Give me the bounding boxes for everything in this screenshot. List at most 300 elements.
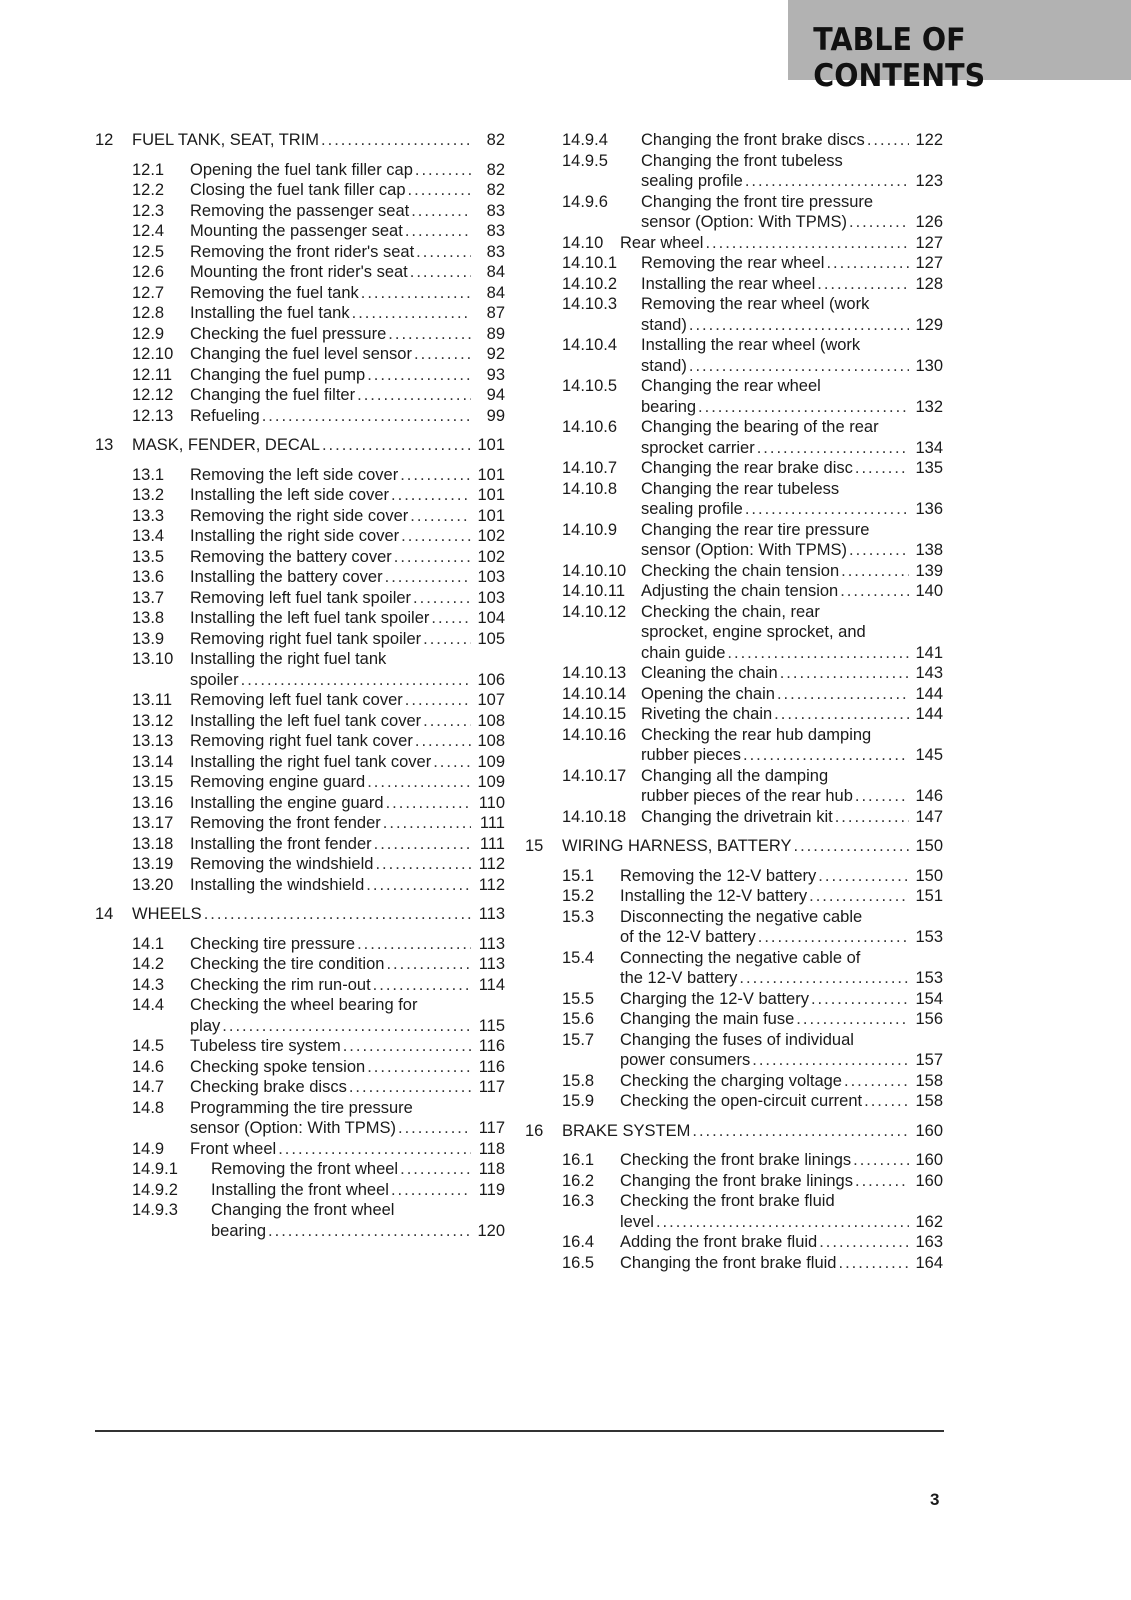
toc-entry[interactable] [533,458,943,479]
toc-entry-title: Removing the front fender [190,814,381,832]
toc-page-number: 160 [915,1121,943,1140]
dot-leader [410,262,471,282]
toc-entry[interactable] [533,1071,943,1092]
dot-leader [391,1180,471,1200]
toc-entry-title: Installing the front fender [190,834,372,853]
toc-page-number: 102 [477,527,505,545]
toc-entry-title: Installing the left fuel tank spoiler [190,609,430,627]
toc-entry[interactable] [533,684,943,705]
toc-entry[interactable] [533,725,943,766]
dot-leader [398,1118,471,1138]
toc-entry[interactable] [95,1180,505,1201]
toc-entry[interactable] [95,365,505,386]
toc-entry-title: Disconnecting the negative cable [620,907,863,926]
toc-entry-number: 14.9.2 [132,1180,178,1199]
dot-leader [853,1150,909,1170]
toc-entry-title: Removing the passenger seat [190,201,410,220]
toc-entry-number: 15.8 [562,1071,595,1090]
dot-leader [413,588,471,608]
toc-entry[interactable] [95,1077,505,1098]
header-banner [788,0,1131,94]
toc-entry-number: 13.6 [132,568,165,586]
toc-entry-title: Installing the left side cover [190,486,390,504]
toc-page-number: 111 [479,834,505,853]
toc-entry-title: play [190,1016,221,1035]
dot-leader [431,608,471,628]
toc-entry-title: Installing the right fuel tank cover [190,752,432,771]
dot-leader [388,324,471,344]
toc-page-number: 163 [915,1233,943,1251]
toc-entry-title: rubber pieces of the rear hub [641,787,853,805]
dot-leader [373,975,471,995]
toc-entry-number: 13.9 [132,629,165,648]
toc-entry[interactable] [95,485,505,506]
toc-entry-title: WIRING HARNESS, BATTERY [562,837,792,855]
toc-entry-title: Installing the windshield [190,875,365,894]
toc-entry[interactable] [533,479,943,520]
toc-page-number: 128 [915,274,943,293]
toc-entry-title: Checking the charging voltage [620,1071,842,1090]
toc-entry[interactable] [95,813,505,834]
footer-divider [95,1430,944,1432]
toc-entry[interactable] [95,221,505,242]
toc-entry-title: sensor (Option: With TPMS) [641,541,848,559]
toc-entry[interactable] [533,989,943,1010]
toc-entry-number: 13.11 [132,691,173,709]
toc-page-number: 89 [486,324,505,343]
toc-entry-number: 13.15 [132,773,174,791]
toc-entry[interactable] [95,934,505,955]
toc-entry-title: Changing the fuel pump [190,365,366,384]
toc-entry[interactable] [533,766,943,807]
toc-entry-title: Removing engine guard [190,773,366,791]
dot-leader [414,344,471,364]
toc-entry-title: Checking the chain tension [641,561,840,580]
toc-entry-number: 12.6 [132,263,165,281]
toc-entry[interactable] [533,1030,943,1071]
toc-entry-number: 14.10.18 [562,807,627,826]
toc-page-number: 118 [478,1160,505,1178]
toc-chapter[interactable] [525,836,943,857]
toc-page-number: 127 [915,254,943,272]
toc-entry[interactable] [533,561,943,582]
toc-page-number: 115 [478,1016,505,1035]
toc-entry-number: 15.9 [562,1092,595,1110]
toc-entry[interactable] [95,385,505,406]
toc-page-number: 109 [477,773,505,791]
toc-entry[interactable] [533,130,943,151]
toc-entry-number: 14.1 [132,934,165,953]
toc-entry[interactable] [95,506,505,527]
toc-entry-title: Adding the front brake fluid [620,1233,818,1251]
toc-entry-number: 14.9.5 [562,151,608,170]
toc-entry[interactable] [95,995,505,1036]
toc-page-number: 140 [915,582,943,600]
toc-entry-title: FUEL TANK, SEAT, TRIM [132,131,320,149]
toc-entry-title: stand) [641,356,687,375]
toc-entry-number: 14.9 [132,1139,165,1158]
toc-entry[interactable] [95,262,505,283]
dot-leader [241,670,471,690]
toc-entry-title: sensor (Option: With TPMS) [190,1119,397,1137]
toc-page-number: 147 [915,807,943,826]
toc-entry-title: MASK, FENDER, DECAL [132,436,320,454]
toc-entry[interactable] [95,242,505,263]
toc-entry-title: Checking tire pressure [190,934,356,953]
toc-entry-number: 15.4 [562,948,595,967]
toc-entry-number: 16.3 [562,1192,595,1210]
toc-entry[interactable] [95,567,505,588]
toc-page-number: 164 [915,1253,943,1272]
toc-entry[interactable] [95,1159,505,1180]
toc-entry[interactable] [95,324,505,345]
dot-leader [400,465,471,485]
toc-entry-title: Installing the right fuel tank [190,650,387,668]
toc-entry-number: 14.9.6 [562,192,608,211]
toc-entry-title: Changing the front brake discs [641,131,865,149]
toc-entry-title: Rear wheel [620,233,704,252]
toc-entry-number: 14.10.3 [562,295,618,313]
toc-entry-number: 15.1 [562,866,595,885]
toc-entry[interactable] [95,649,505,690]
dot-leader [817,274,909,294]
toc-entry-number: 14.10.12 [562,602,627,621]
dot-leader [745,499,909,519]
toc-entry-number: 13.14 [132,752,174,771]
toc-entry-number: 13.12 [132,711,174,730]
toc-entry[interactable] [95,547,505,568]
dot-leader [743,745,909,765]
toc-entry[interactable] [533,704,943,725]
dot-leader [705,233,909,253]
toc-page-number: 145 [915,746,943,764]
toc-entry-title: Installing the engine guard [190,793,384,812]
toc-page-number: 107 [477,691,505,709]
dot-leader [841,561,909,581]
toc-entry[interactable] [95,690,505,711]
toc-entry[interactable] [533,581,943,602]
toc-entry-title: rubber pieces [641,746,741,764]
toc-page-number: 84 [486,283,505,302]
dot-leader [349,1077,471,1097]
toc-page-number: 113 [478,905,505,923]
toc-entry-number: 15.3 [562,907,595,926]
toc-entry[interactable] [95,608,505,629]
toc-entry-number: 15.7 [562,1030,595,1049]
toc-entry-number: 14.10.5 [562,377,618,395]
toc-entry-title: Closing the fuel tank filler cap [190,181,406,199]
toc-entry-title: bearing [211,1221,267,1240]
dot-leader [321,130,471,150]
toc-entry[interactable] [95,1200,505,1241]
toc-entry-number: 14.10 [562,233,604,252]
dot-leader [794,836,909,856]
toc-page-number: 132 [915,397,943,416]
toc-entry[interactable] [533,376,943,417]
toc-entry[interactable] [533,866,943,887]
toc-page-number: 150 [915,866,943,885]
toc-entry-number: 12.3 [132,201,165,220]
dot-leader [375,854,471,874]
toc-entry[interactable] [533,253,943,274]
toc-page-number: 129 [915,315,943,334]
toc-entry[interactable] [95,731,505,752]
toc-entry-title: of the 12-V battery [620,928,756,946]
toc-entry-title: Connecting the negative cable of [620,948,861,967]
toc-entry[interactable] [533,663,943,684]
toc-entry-title: Checking the rim run-out [190,975,371,994]
toc-entry[interactable] [533,1191,943,1232]
dot-leader [410,506,471,526]
toc-page-number: 82 [486,160,505,179]
toc-entry[interactable] [95,283,505,304]
toc-entry-number: 13.16 [132,793,174,812]
toc-entry-title: Cleaning the chain [641,664,778,682]
dot-leader [322,435,471,455]
toc-entry[interactable] [95,834,505,855]
dot-leader [689,315,909,335]
toc-entry[interactable] [533,1091,943,1112]
toc-page-number: 102 [477,547,505,566]
toc-entry-number: 14.10.6 [562,418,618,436]
toc-entry-number: 12.11 [132,365,173,384]
dot-leader [262,406,471,426]
toc-page-number: 120 [477,1221,505,1240]
toc-entry-title: Tubeless tire system [190,1037,341,1055]
toc-entry[interactable] [95,1139,505,1160]
toc-entry-title: Checking the fuel pressure [190,324,387,343]
toc-entry-title: Changing the front tubeless [641,151,843,170]
toc-entry[interactable] [95,793,505,814]
toc-entry[interactable] [95,1057,505,1078]
dot-leader [849,540,909,560]
toc-entry-title: Installing the fuel tank [190,304,350,322]
toc-entry-title: Opening the chain [641,684,775,703]
toc-chapter[interactable] [95,130,505,151]
toc-entry[interactable] [95,629,505,650]
toc-page-number: 116 [478,1057,505,1076]
dot-leader [796,1009,909,1029]
toc-page-number: 108 [477,732,505,750]
toc-entry[interactable] [95,180,505,201]
dot-leader [826,253,909,273]
toc-entry[interactable] [95,526,505,547]
toc-entry[interactable] [533,1171,943,1192]
toc-entry[interactable] [95,752,505,773]
dot-leader [268,1221,471,1241]
toc-chapter[interactable] [525,1121,943,1142]
toc-entry[interactable] [533,907,943,948]
toc-entry[interactable] [533,1150,943,1171]
toc-entry-number: 15.2 [562,887,595,905]
toc-entry[interactable] [533,1232,943,1253]
dot-leader [357,934,471,954]
toc-entry-title: sealing profile [641,172,743,190]
toc-page-number: 113 [478,934,505,953]
toc-entry-number: 12.7 [132,283,165,302]
toc-page-number: 158 [915,1092,943,1110]
toc-entry-title: Mounting the passenger seat [190,222,403,240]
toc-entry-title: Installing the battery cover [190,568,383,586]
dot-leader [383,813,471,833]
dot-leader [867,130,909,150]
toc-page-number: 101 [477,486,505,504]
toc-entry[interactable] [95,875,505,896]
dot-leader [855,458,909,478]
toc-page-number: 153 [915,969,943,987]
toc-entry-number: 12.1 [132,160,165,179]
toc-entry[interactable] [95,1098,505,1139]
toc-entry[interactable] [95,406,505,427]
toc-entry-title: Removing the 12-V battery [620,866,817,885]
dot-leader [391,485,471,505]
toc-entry[interactable] [533,602,943,664]
toc-chapter[interactable] [95,435,505,456]
dot-leader [415,731,471,751]
toc-entry-number: 16.2 [562,1171,595,1190]
dot-leader [405,221,471,241]
toc-entry-title: Changing the fuel filter [190,386,356,404]
dot-leader [864,1091,909,1111]
toc-entry[interactable] [95,1036,505,1057]
toc-entry-title: Changing the front brake linings [620,1171,853,1190]
toc-entry[interactable] [533,520,943,561]
dot-leader [401,526,471,546]
dot-leader [757,438,909,458]
dot-leader [352,303,471,323]
toc-page-number: 136 [915,500,943,518]
toc-page-number: 103 [477,588,505,607]
toc-entry-number: 15.6 [562,1010,595,1028]
toc-page-number: 123 [915,172,943,190]
toc-chapter[interactable] [95,904,505,925]
dot-leader [838,1253,909,1273]
toc-entry[interactable] [533,807,943,828]
toc-entry[interactable] [95,772,505,793]
dot-leader [374,834,471,854]
toc-entry-number: 14.9.3 [132,1201,178,1219]
toc-entry-number: 16 [525,1121,544,1140]
toc-entry-title: Installing the rear wheel [641,274,816,293]
toc-entry-number: 12.4 [132,222,165,240]
dot-leader [692,1121,909,1141]
toc-entry[interactable] [533,1253,943,1274]
toc-entry-number: 14.10.2 [562,274,618,293]
toc-entry-number: 14.10.14 [562,684,627,703]
toc-page-number: 108 [477,711,505,730]
toc-entry-number: 12.2 [132,181,165,199]
toc-entry-title: Checking the wheel bearing for [190,996,418,1014]
toc-entry-number: 13.5 [132,547,165,566]
toc-entry-number: 12.10 [132,345,174,363]
toc-entry[interactable] [533,417,943,458]
dot-leader [423,629,471,649]
toc-entry[interactable] [95,201,505,222]
toc-page-number: 135 [915,459,943,477]
toc-entry-title: Removing the left side cover [190,465,399,484]
toc-entry-title: WHEELS [132,905,202,923]
toc-page-number: 130 [915,356,943,375]
toc-entry[interactable] [533,151,943,192]
toc-page-number: 146 [915,787,943,805]
toc-page-number: 160 [915,1151,943,1169]
toc-entry[interactable] [533,192,943,233]
toc-right-column [525,130,943,1273]
toc-entry-title: Mounting the front rider's seat [190,263,408,281]
toc-entry[interactable] [95,854,505,875]
toc-entry-title: sprocket, engine sprocket, and [641,623,866,641]
toc-entry[interactable] [95,954,505,975]
page-number: 3 [930,1490,940,1509]
toc-entry[interactable] [533,274,943,295]
toc-page-number: 160 [915,1171,943,1190]
toc-entry[interactable] [95,160,505,181]
toc-page-number: 126 [915,213,943,231]
toc-entry-title: Changing the bearing of the rear [641,418,879,436]
dot-leader [204,904,471,924]
toc-entry[interactable] [533,948,943,989]
toc-entry-title: Installing the rear wheel (work [641,336,861,354]
toc-entry-title: Removing right fuel tank spoiler [190,629,422,648]
toc-entry-title: stand) [641,315,687,334]
toc-entry-title: Changing the rear wheel [641,377,821,395]
dot-leader [343,1036,471,1056]
toc-entry[interactable] [533,294,943,335]
toc-entry[interactable] [95,975,505,996]
toc-entry-title: Checking the front brake linings [620,1151,852,1169]
toc-page-number: 117 [478,1078,505,1096]
toc-entry-title: sealing profile [641,500,743,518]
toc-page-number: 106 [477,670,505,689]
toc-entry[interactable] [95,711,505,732]
toc-entry-title: BRAKE SYSTEM [562,1121,691,1140]
toc-entry-title: Removing the rear wheel [641,254,825,272]
toc-page-number: 118 [478,1139,505,1158]
toc-entry-title: Changing the rear tire pressure [641,520,870,539]
toc-entry-title: Removing the rear wheel (work [641,295,870,313]
toc-entry[interactable] [533,335,943,376]
toc-entry-number: 14.4 [132,996,165,1014]
toc-entry-number: 14.9.1 [132,1160,178,1178]
toc-entry-number: 13.10 [132,650,174,668]
toc-page-number: 83 [486,222,505,240]
dot-leader [758,927,909,947]
toc-entry-title: Checking the tire condition [190,955,385,973]
toc-entry-number: 12.8 [132,304,165,322]
toc-entry-number: 13.17 [132,814,174,832]
toc-entry[interactable] [95,465,505,486]
toc-entry[interactable] [95,303,505,324]
toc-page-number: 151 [915,887,943,905]
toc-entry[interactable] [95,588,505,609]
toc-entry-number: 16.4 [562,1233,595,1251]
toc-entry-title: Checking spoke tension [190,1057,366,1076]
dot-leader [366,875,471,895]
toc-entry[interactable] [533,886,943,907]
toc-entry[interactable] [533,233,943,254]
toc-entry-title: Changing the rear tubeless [641,479,840,498]
toc-entry-number: 13.18 [132,834,174,853]
toc-entry-number: 14.10.17 [562,766,627,785]
toc-entry[interactable] [95,344,505,365]
toc-entry-number: 12.12 [132,386,174,404]
dot-leader [367,772,471,792]
toc-entry-number: 13.1 [132,465,165,484]
toc-entry-title: Checking brake discs [190,1078,347,1096]
toc-entry[interactable] [533,1009,943,1030]
toc-page-number: 110 [478,793,505,812]
toc-page-number: 122 [915,131,943,149]
